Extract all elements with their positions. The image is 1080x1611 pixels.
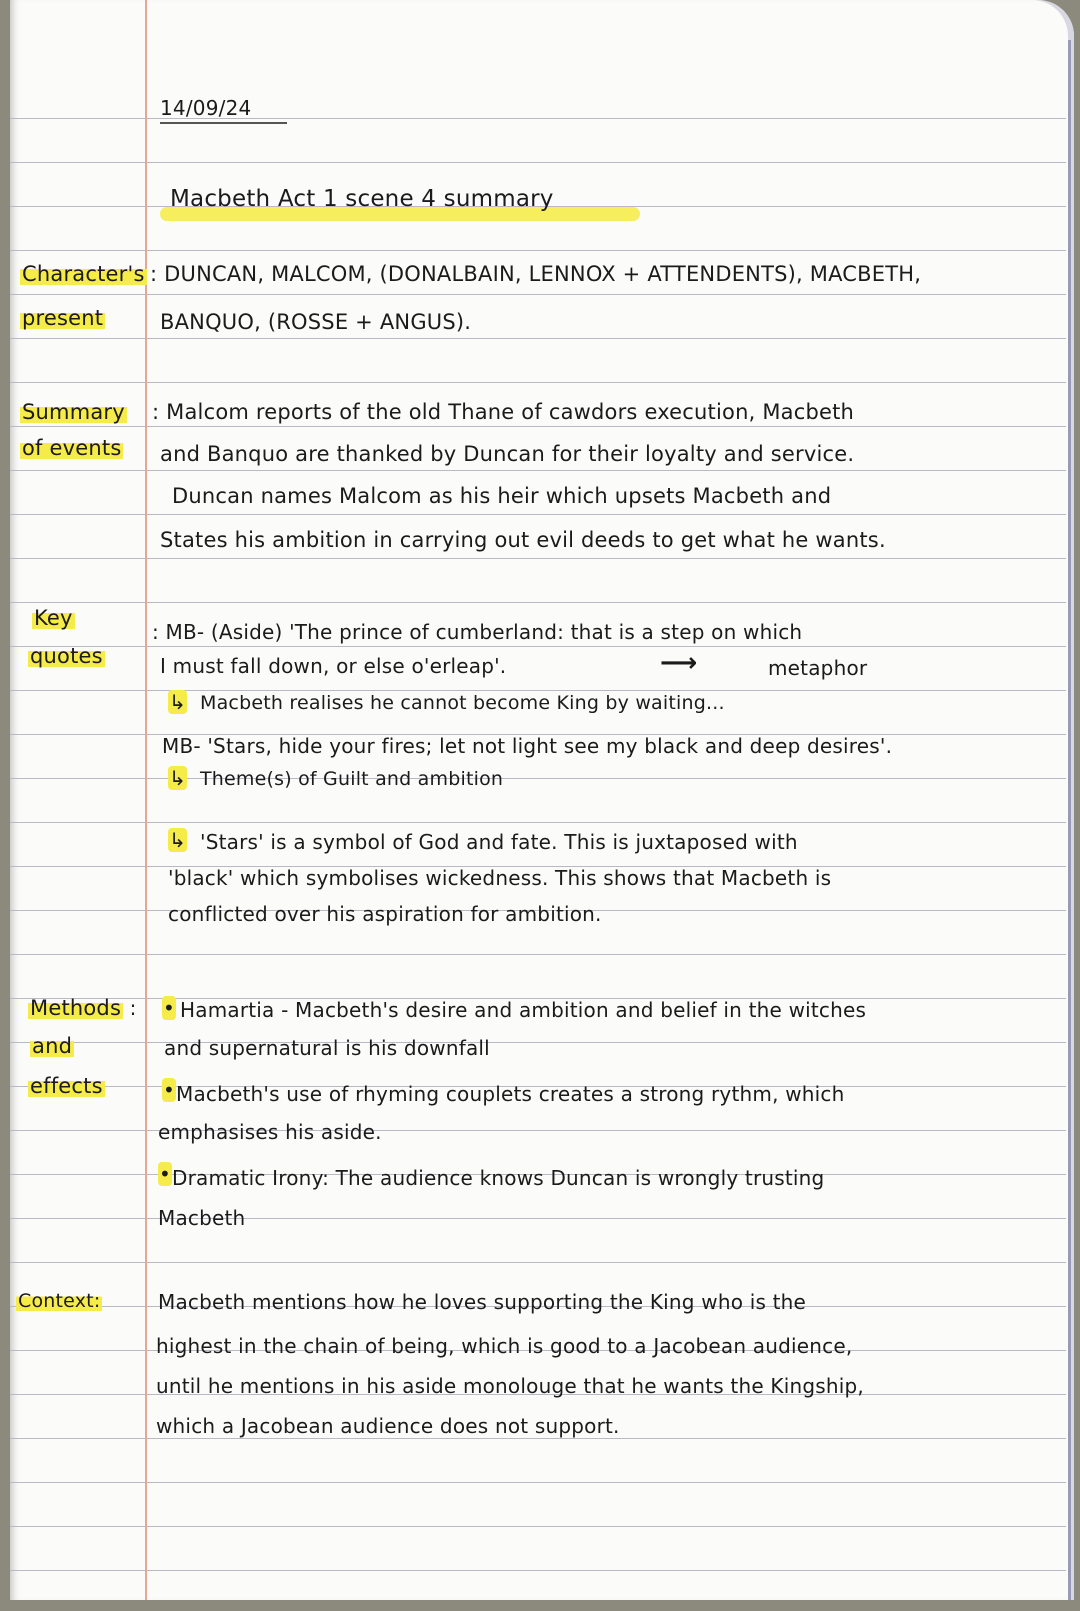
sub-arrow-icon: ↳	[169, 766, 186, 790]
sub-arrow-icon: ↳	[169, 828, 186, 852]
context-line-1: Macbeth mentions how he loves supporting the King who is the	[158, 1290, 807, 1314]
method-1-line-1: Hamartia - Macbeth's desire and ambition and belief in the witches	[180, 998, 867, 1022]
bullet-icon: •	[163, 1078, 175, 1102]
characters-label: Character's	[22, 262, 145, 286]
method-1-line-2: and supernatural is his downfall	[164, 1036, 490, 1060]
notebook-page	[10, 0, 1074, 1600]
ruled-line	[10, 602, 1066, 603]
ruled-line	[10, 1526, 1066, 1527]
ruled-line	[10, 646, 1066, 647]
quote-2-analysis-line-1: 'Stars' is a symbol of God and fate. This is juxtaposed with	[200, 830, 798, 854]
ruled-line	[10, 162, 1066, 163]
ruled-line	[10, 382, 1066, 383]
quote-2-analysis-line-2: 'black' which symbolises wickedness. This shows that Macbeth is	[168, 866, 832, 890]
ruled-line	[10, 954, 1066, 955]
method-2-line-2: emphasises his aside.	[158, 1120, 382, 1144]
characters-line-2: BANQUO, (ROSSE + ANGUS).	[160, 310, 472, 334]
context-line-2: highest in the chain of being, which is good to a Jacobean audience,	[156, 1334, 853, 1358]
summary-line-1: : Malcom reports of the old Thane of cawdors execution, Macbeth	[152, 400, 855, 424]
page-title: Macbeth Act 1 scene 4 summary	[170, 186, 554, 212]
quotes-label: quotes	[30, 644, 103, 668]
ruled-line	[10, 426, 1066, 427]
ruled-line	[10, 250, 1066, 251]
quote-1-line-2: I must fall down, or else o'erleap'.	[160, 654, 507, 678]
methods-label: Methods :	[30, 996, 137, 1020]
quote-1-analysis: Macbeth realises he cannot become King by waiting...	[200, 692, 725, 714]
of-events-label: of events	[22, 436, 122, 460]
quote-1-line-1: : MB- (Aside) 'The prince of cumberland: that is a step on which	[152, 620, 803, 644]
and-label: and	[32, 1034, 73, 1058]
effects-label: effects	[30, 1074, 103, 1098]
quote-2-analysis-line-3: conflicted over his aspiration for ambition.	[168, 902, 602, 926]
summary-line-4: States his ambition in carrying out evil deeds to get what he wants.	[160, 528, 886, 552]
summary-line-2: and Banquo are thanked by Duncan for their loyalty and service.	[160, 442, 855, 466]
bullet-icon: •	[159, 1162, 171, 1186]
characters-line-1: : DUNCAN, MALCOM, (DONALBAIN, LENNOX + ATTENDENTS), MACBETH,	[150, 262, 922, 286]
ruled-line	[10, 294, 1066, 295]
ruled-line	[10, 558, 1066, 559]
ruled-line	[10, 514, 1066, 515]
margin-line	[145, 0, 147, 1600]
summary-line-3: Duncan names Malcom as his heir which upsets Macbeth and	[172, 484, 832, 508]
method-3-line-2: Macbeth	[158, 1206, 246, 1230]
ruled-line	[10, 822, 1066, 823]
quote-2-theme: Theme(s) of Guilt and ambition	[200, 768, 504, 790]
context-label: Context:	[18, 1290, 101, 1312]
bullet-icon: •	[163, 996, 175, 1020]
ruled-line	[10, 1482, 1066, 1483]
present-label: present	[22, 306, 104, 330]
ruled-line	[10, 1262, 1066, 1263]
method-2-line-1: Macbeth's use of rhyming couplets creates a strong rythm, which	[176, 1082, 845, 1106]
summary-label: Summary	[22, 400, 125, 424]
ruled-line	[10, 1570, 1066, 1571]
key-label: Key	[34, 606, 73, 630]
ruled-line	[10, 338, 1066, 339]
ruled-line	[10, 470, 1066, 471]
date: 14/09/24	[160, 96, 287, 124]
method-3-line-1: Dramatic Irony: The audience knows Duncan is wrongly trusting	[172, 1166, 825, 1190]
sub-arrow-icon: ↳	[169, 690, 186, 714]
metaphor-note: metaphor	[768, 656, 868, 680]
ruled-line	[10, 1438, 1066, 1439]
context-line-4: which a Jacobean audience does not support.	[156, 1414, 620, 1438]
quote-2: MB- 'Stars, hide your fires; let not light see my black and deep desires'.	[162, 734, 893, 758]
context-line-3: until he mentions in his aside monolouge that he wants the Kingship,	[156, 1374, 864, 1398]
arrow-right-icon: ⟶	[660, 648, 698, 678]
